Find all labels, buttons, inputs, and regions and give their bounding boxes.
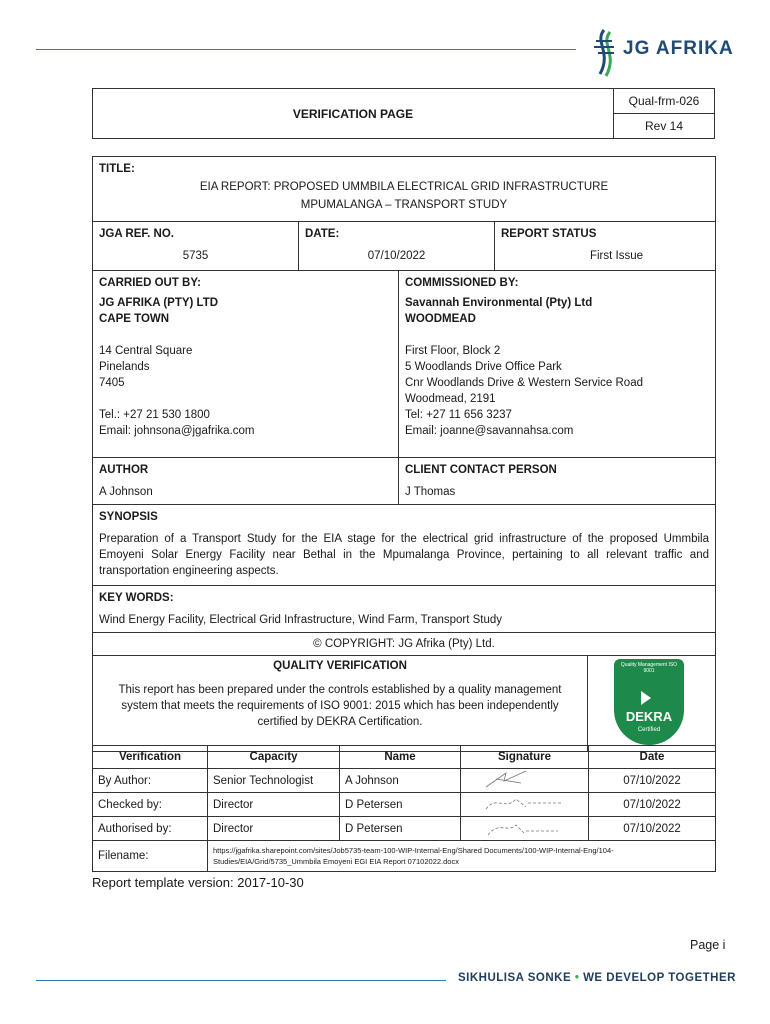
form-code: Qual-frm-026 bbox=[614, 89, 715, 114]
title-line-1: EIA REPORT: PROPOSED UMMBILA ELECTRICAL GRID INFRASTRUCTURE bbox=[199, 181, 609, 193]
status-value: First Issue bbox=[589, 250, 643, 262]
keywords-label: KEY WORDS: bbox=[99, 592, 174, 604]
col-header-name: Name bbox=[340, 746, 461, 769]
title-line-2: MPUMALANGA – TRANSPORT STUDY bbox=[300, 199, 508, 211]
carried-city: CAPE TOWN bbox=[99, 313, 170, 325]
row-verification: By Author: bbox=[93, 769, 208, 793]
dekra-badge bbox=[614, 659, 684, 745]
col-header-date: Date bbox=[589, 746, 716, 769]
quality-verification-cell bbox=[93, 656, 716, 752]
carried-label: CARRIED OUT BY: bbox=[99, 277, 202, 289]
title-label: TITLE: bbox=[99, 163, 135, 175]
carried-out-cell bbox=[93, 271, 399, 458]
quality-title: QUALITY VERIFICATION bbox=[273, 660, 407, 672]
commissioned-tel: Tel: +27 11 656 3237 bbox=[405, 409, 512, 421]
carried-tel: Tel.: +27 21 530 1800 bbox=[99, 409, 210, 421]
copyright: © COPYRIGHT: JG Afrika (Pty) Ltd. bbox=[93, 633, 716, 656]
quality-text: This report has been prepared under the controls established by a quality management system that meets the requirements of ISO 9001: 2015 which has been independently certified by DEKRA Certification. bbox=[118, 684, 562, 728]
logo-text: JG AFRIKA bbox=[623, 38, 734, 59]
col-header-signature: Signature bbox=[461, 746, 589, 769]
footer-slogan bbox=[458, 972, 736, 984]
client-contact-value: J Thomas bbox=[405, 486, 456, 498]
keywords-text: Wind Energy Facility, Electrical Grid Infrastructure, Wind Farm, Transport Study bbox=[99, 614, 503, 626]
status-cell bbox=[495, 222, 716, 271]
author-label: AUTHOR bbox=[99, 464, 149, 476]
row-date: 07/10/2022 bbox=[589, 793, 716, 817]
row-name: A Johnson bbox=[340, 769, 461, 793]
date-cell bbox=[299, 222, 495, 271]
synopsis-cell bbox=[93, 505, 716, 586]
commissioned-city: WOODMEAD bbox=[405, 313, 476, 325]
commissioned-email: Email: joanne@savannahsa.com bbox=[405, 425, 574, 437]
badge-brand: DEKRA bbox=[625, 709, 673, 724]
status-label: REPORT STATUS bbox=[501, 228, 597, 240]
commissioned-address-4: Woodmead, 2191 bbox=[405, 393, 496, 405]
filename-value: https://jgafrika.sharepoint.com/sites/Job5735-team-100-WIP-Internal-Eng/Shared Documents/100-WIP-Internal-Eng/104-Studies/EIA/Grid/5735_Ummbila Emoyeni EGI EIA Report 07102022.docx bbox=[208, 841, 716, 872]
col-header-capacity: Capacity bbox=[208, 746, 340, 769]
signature-author bbox=[461, 769, 589, 793]
footer-rule bbox=[36, 980, 446, 981]
commissioned-address-1: First Floor, Block 2 bbox=[405, 345, 501, 357]
commissioned-cell bbox=[399, 271, 716, 458]
verification-page-title: VERIFICATION PAGE bbox=[93, 89, 614, 139]
commissioned-address-2: 5 Woodlands Drive Office Park bbox=[405, 361, 562, 373]
carried-company: JG AFRIKA (PTY) LTD bbox=[99, 297, 219, 309]
quality-divider bbox=[587, 656, 588, 751]
signature-authorised bbox=[461, 817, 589, 841]
carried-email: Email: johnsona@jgafrika.com bbox=[99, 425, 255, 437]
title-cell bbox=[93, 157, 716, 222]
ref-value: 5735 bbox=[182, 250, 209, 262]
signature-scribble-1 bbox=[466, 769, 576, 789]
table-row bbox=[93, 817, 716, 841]
footer-slogan-right: WE DEVELOP TOGETHER bbox=[583, 972, 736, 984]
row-capacity: Director bbox=[208, 817, 340, 841]
synopsis-label: SYNOPSIS bbox=[99, 511, 158, 523]
author-value: A Johnson bbox=[99, 486, 153, 498]
header-rule bbox=[36, 49, 576, 50]
row-name: D Petersen bbox=[340, 793, 461, 817]
ref-label: JGA REF. NO. bbox=[99, 228, 174, 240]
signature-checked bbox=[461, 793, 589, 817]
col-header-verification: Verification bbox=[93, 746, 208, 769]
row-date: 07/10/2022 bbox=[589, 817, 716, 841]
commissioned-label: COMMISSIONED BY: bbox=[405, 277, 519, 289]
ref-cell bbox=[93, 222, 299, 271]
row-verification: Checked by: bbox=[93, 793, 208, 817]
report-info-table bbox=[92, 156, 716, 752]
jg-afrika-logo-icon bbox=[588, 26, 622, 78]
client-contact-label: CLIENT CONTACT PERSON bbox=[405, 464, 557, 476]
badge-top-text: Quality Management ISO 9001 bbox=[620, 662, 678, 674]
table-row bbox=[93, 793, 716, 817]
carried-address-3: 7405 bbox=[99, 377, 125, 389]
signature-scribble-3 bbox=[466, 817, 576, 837]
keywords-cell bbox=[93, 586, 716, 633]
page-number: Page i bbox=[690, 938, 726, 952]
row-capacity: Director bbox=[208, 793, 340, 817]
badge-bottom-text: Certified bbox=[637, 727, 661, 733]
synopsis-text: Preparation of a Transport Study for the EIA stage for the electrical grid infrastructure of the proposed Ummbila Emoyeni Solar Energy Facility near Bethal in the Mpumalanga Province, pertaining to all relevant traffic and transportation engineering aspects. bbox=[99, 533, 709, 577]
commissioned-company: Savannah Environmental (Pty) Ltd bbox=[405, 297, 593, 309]
signature-table bbox=[92, 745, 716, 872]
date-label: DATE: bbox=[305, 228, 340, 240]
template-version: Report template version: 2017-10-30 bbox=[92, 875, 304, 890]
table-row bbox=[93, 769, 716, 793]
client-contact-cell bbox=[399, 458, 716, 505]
footer-bullet: • bbox=[574, 972, 580, 984]
row-date: 07/10/2022 bbox=[589, 769, 716, 793]
filename-label: Filename: bbox=[93, 841, 208, 872]
date-value: 07/10/2022 bbox=[367, 250, 426, 262]
row-name: D Petersen bbox=[340, 817, 461, 841]
author-cell bbox=[93, 458, 399, 505]
row-verification: Authorised by: bbox=[93, 817, 208, 841]
carried-address-2: Pinelands bbox=[99, 361, 150, 373]
verification-header-table bbox=[92, 88, 715, 139]
row-capacity: Senior Technologist bbox=[208, 769, 340, 793]
signature-scribble-2 bbox=[466, 793, 576, 813]
dekra-arrow-icon bbox=[641, 691, 651, 705]
carried-address-1: 14 Central Square bbox=[99, 345, 193, 357]
commissioned-address-3: Cnr Woodlands Drive & Western Service Road bbox=[405, 377, 643, 389]
footer-slogan-left: SIKHULISA SONKE bbox=[458, 972, 572, 984]
revision: Rev 14 bbox=[614, 114, 715, 139]
